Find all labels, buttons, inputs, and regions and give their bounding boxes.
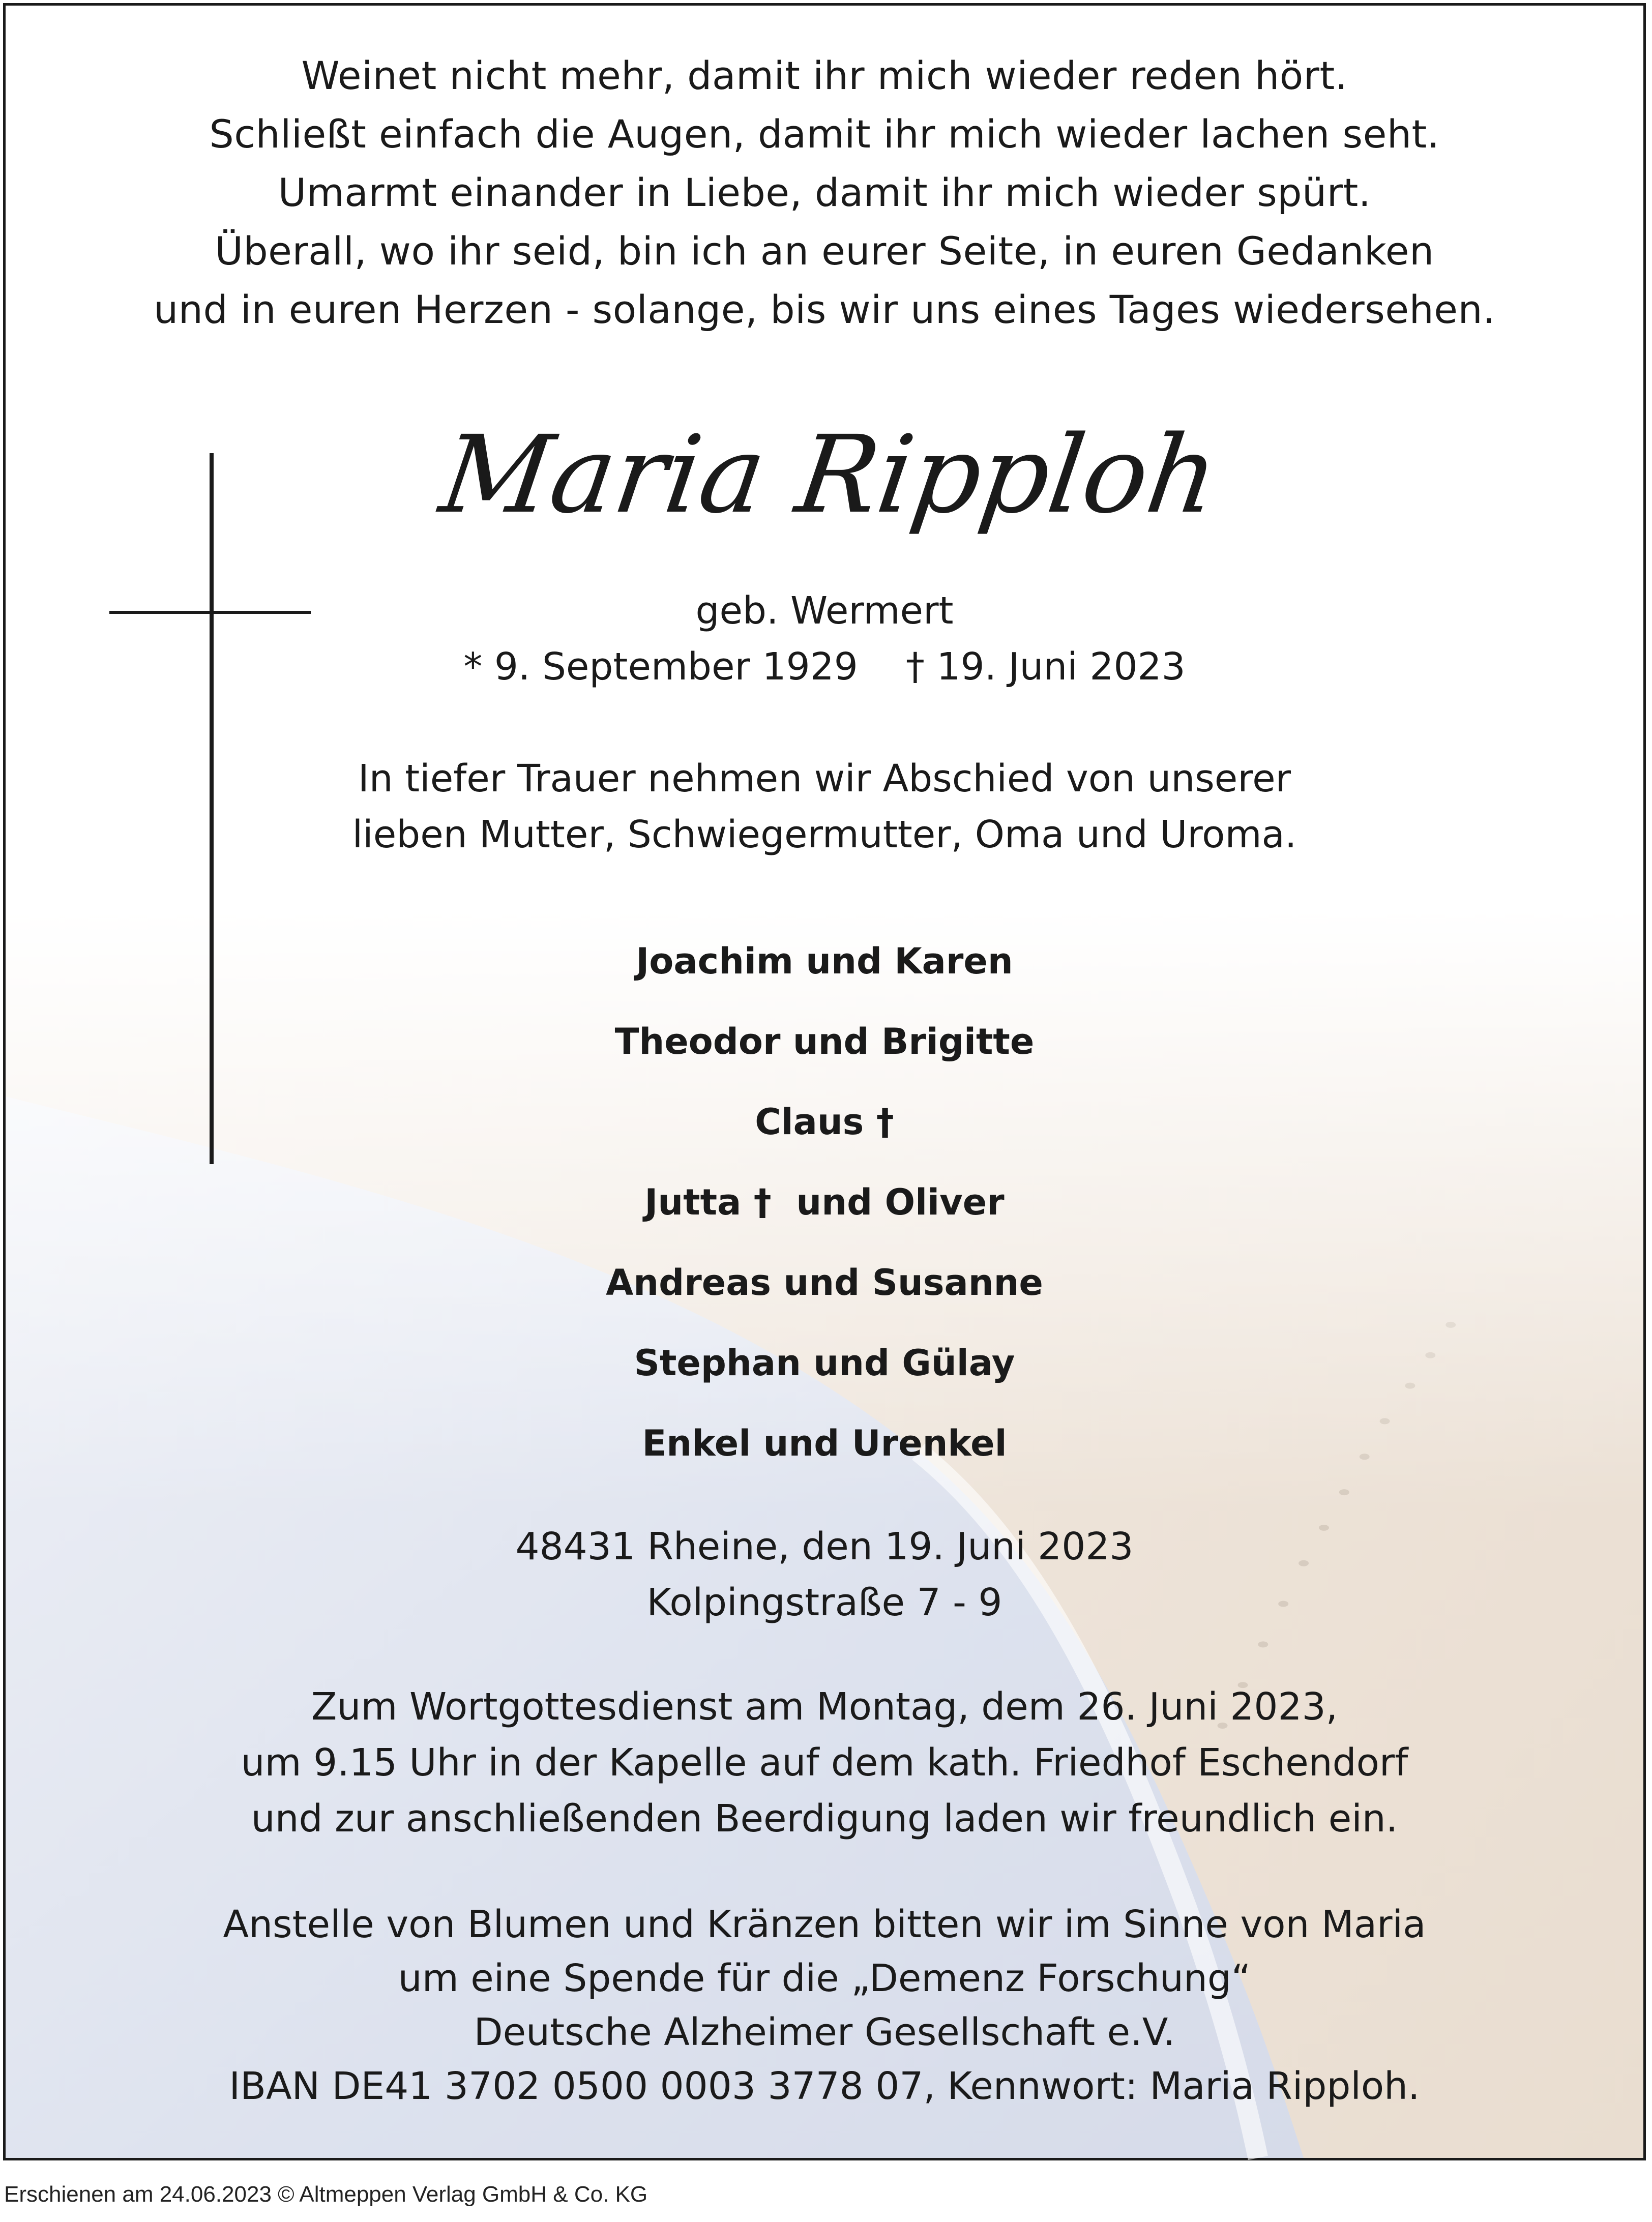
mourning-line: In tiefer Trauer nehmen wir Abschied von unserer (358, 757, 1291, 801)
service-line: Zum Wortgottesdienst am Montag, dem 26. Juni 2023, (311, 1685, 1338, 1729)
donation-line: um eine Spende für die „Demenz Forschung“ (398, 1957, 1251, 2000)
poem (6, 46, 1643, 339)
poem-line: Schließt einfach die Augen, damit ihr mich wieder lachen seht. (209, 111, 1440, 157)
donation-line: Anstelle von Blumen und Kränzen bitten wir im Sinne von Maria (223, 1903, 1426, 1946)
place-date: 48431 Rheine, den 19. Juni 2023 (515, 1525, 1134, 1568)
donation-line: Deutsche Alzheimer Gesellschaft e.V. (474, 2010, 1175, 2054)
service-line: und zur anschließenden Beerdigung laden wir freundlich ein. (251, 1797, 1398, 1841)
place-and-address (6, 1519, 1643, 1631)
handwritten-name-text: Maria Ripploh (433, 412, 1226, 537)
mourning-text (6, 751, 1643, 863)
poem-line: Überall, wo ihr seid, bin ich an eurer Seite, in euren Gedanken (215, 228, 1434, 274)
family-member: Stephan und Gülay (634, 1342, 1015, 1384)
family-member: Joachim und Karen (636, 940, 1013, 982)
deceased-name (6, 402, 1643, 555)
donation-iban: IBAN DE41 3702 0500 0003 3778 07, Kennwort: Maria Ripploh. (229, 2064, 1420, 2108)
family-member: Enkel und Urenkel (642, 1423, 1007, 1464)
service-info (6, 1679, 1643, 1847)
family-list (6, 921, 1643, 1484)
family-member: Andreas und Susanne (606, 1262, 1043, 1303)
birth-info (6, 583, 1643, 695)
street-address: Kolpingstraße 7 - 9 (646, 1581, 1002, 1624)
poem-line: und in euren Herzen - solange, bis wir uns eines Tages wiedersehen. (154, 287, 1495, 332)
family-member: Jutta † und Oliver (644, 1181, 1005, 1223)
service-line: um 9.15 Uhr in der Kapelle auf dem kath. Friedhof Eschendorf (241, 1741, 1408, 1785)
family-member: Theodor und Brigitte (614, 1021, 1035, 1062)
mourning-line: lieben Mutter, Schwiegermutter, Oma und Uroma. (352, 813, 1297, 856)
publication-footer: Erschienen am 24.06.2023 © Altmeppen Verlag GmbH & Co. KG (4, 2182, 648, 2207)
obituary-notice (3, 3, 1646, 2160)
poem-line: Weinet nicht mehr, damit ihr mich wieder reden hört. (301, 53, 1348, 98)
life-dates: * 9. September 1929 † 19. Juni 2023 (463, 645, 1186, 689)
family-member: Claus † (755, 1101, 894, 1143)
maiden-name: geb. Wermert (695, 589, 954, 633)
handwritten-name (433, 402, 1226, 555)
donation-info (6, 1898, 1643, 2113)
poem-line: Umarmt einander in Liebe, damit ihr mich wieder spürt. (278, 170, 1371, 215)
